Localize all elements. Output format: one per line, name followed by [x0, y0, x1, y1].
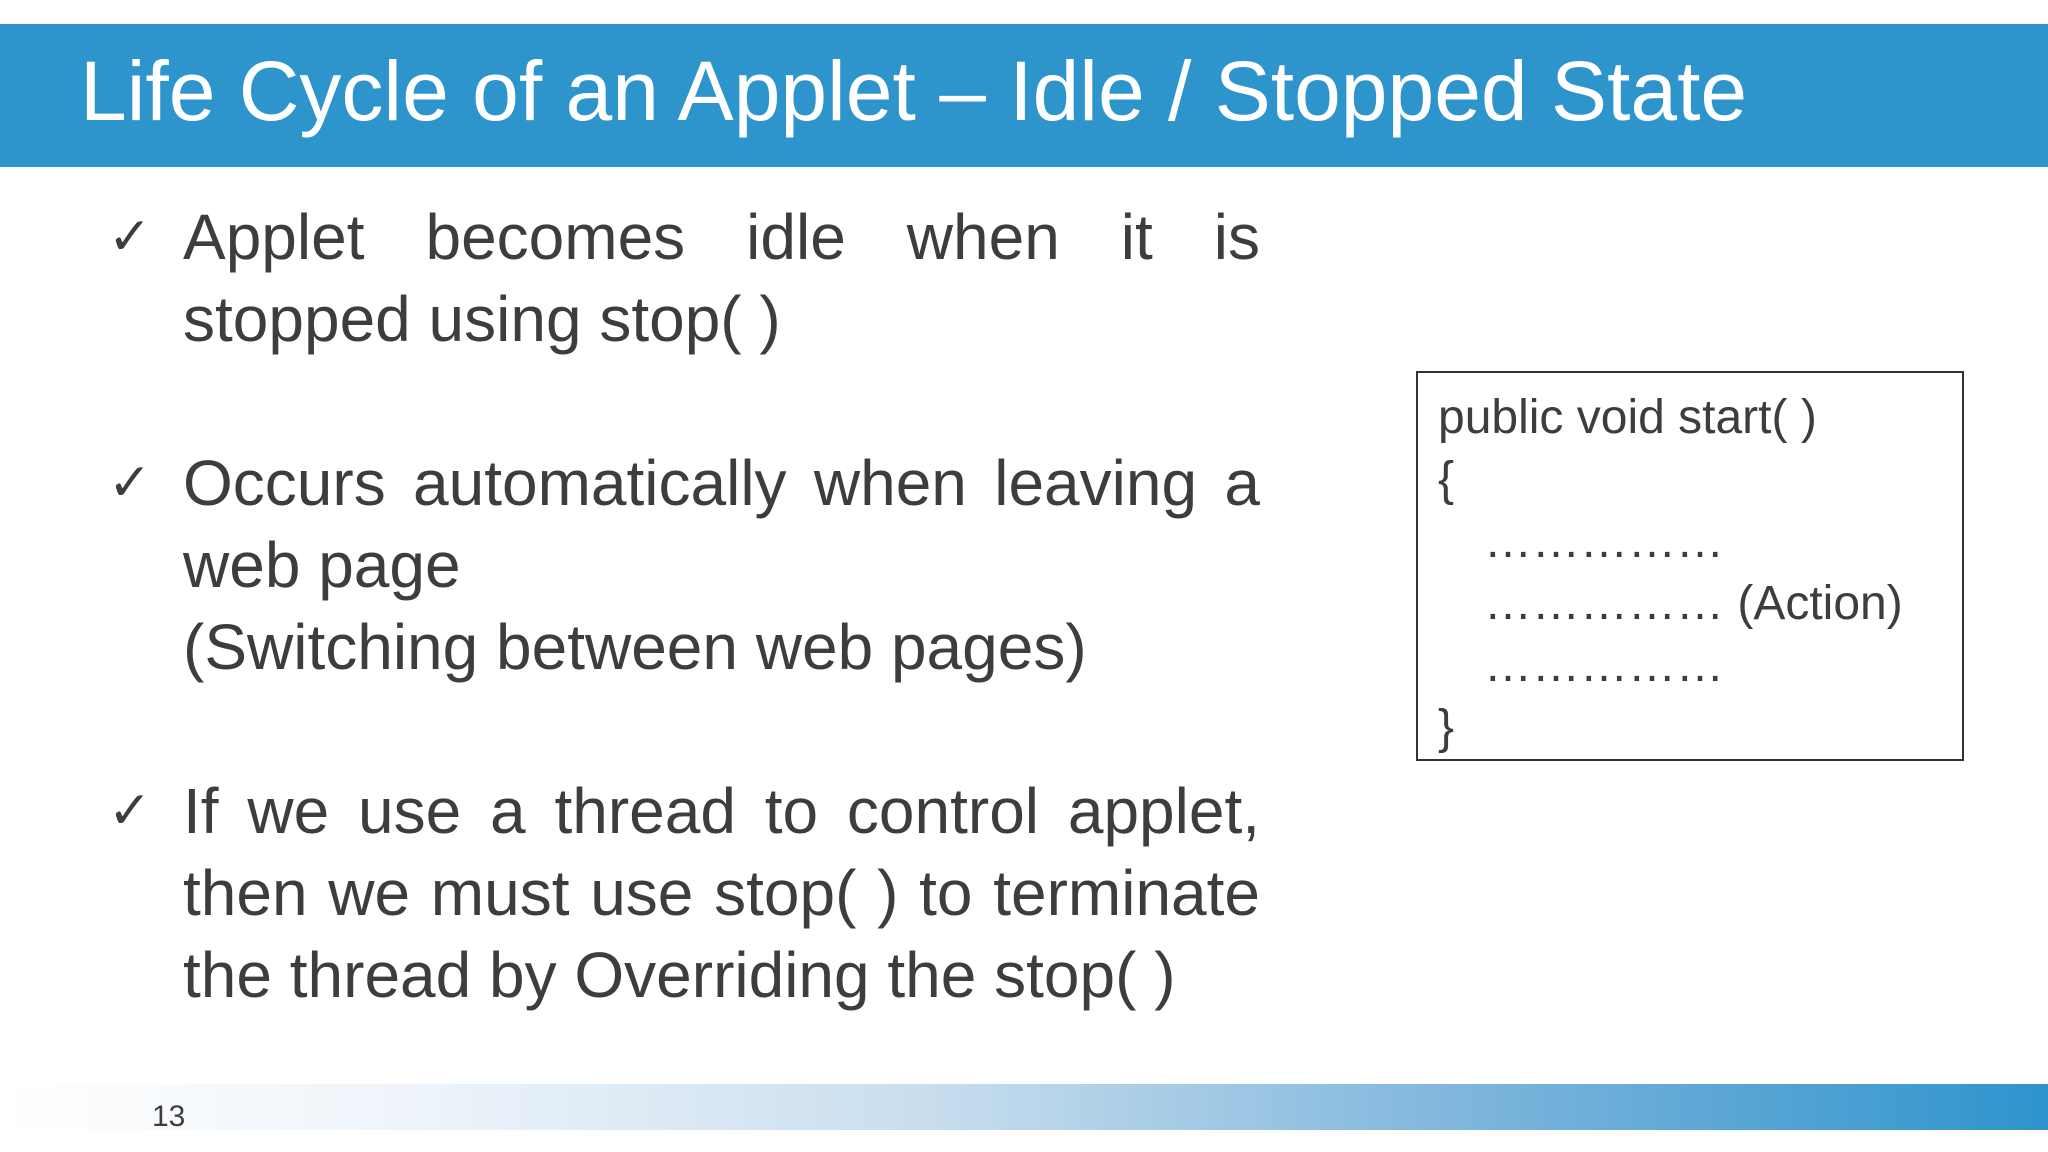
bullet-text: Occurs automatically when leaving a web page — [183, 447, 1260, 601]
code-line-placeholder: …………… — [1484, 639, 1724, 692]
bullet-item-automatic — [100, 442, 1260, 688]
bullet-subtext: (Switching between web pages) — [183, 611, 1087, 683]
bullet-list — [100, 196, 1260, 1016]
check-icon: ✓ — [108, 207, 152, 267]
code-line-close-brace: } — [1438, 701, 1455, 754]
code-line-signature: public void start( ) — [1438, 391, 1817, 444]
code-line-action: …………… (Action) — [1484, 577, 1903, 630]
check-icon: ✓ — [108, 781, 152, 841]
bullet-item-idle — [100, 196, 1260, 360]
title-bar — [0, 24, 2048, 167]
footer-band — [0, 1084, 2048, 1130]
code-line-open-brace: { — [1438, 453, 1455, 506]
slide-title: Life Cycle of an Applet – Idle / Stopped State — [80, 44, 1748, 138]
page-number: 13 — [152, 1100, 186, 1133]
bullet-item-thread — [100, 770, 1260, 1016]
code-line-placeholder: …………… — [1484, 515, 1724, 568]
bullet-text: If we use a thread to control applet, then we must use stop( ) to terminate the thread by Overriding the stop( ) — [183, 775, 1260, 1011]
bullet-text: Applet becomes idle when it is stopped using stop( ) — [183, 201, 1260, 355]
code-box — [1416, 371, 1964, 761]
check-icon: ✓ — [108, 453, 152, 513]
